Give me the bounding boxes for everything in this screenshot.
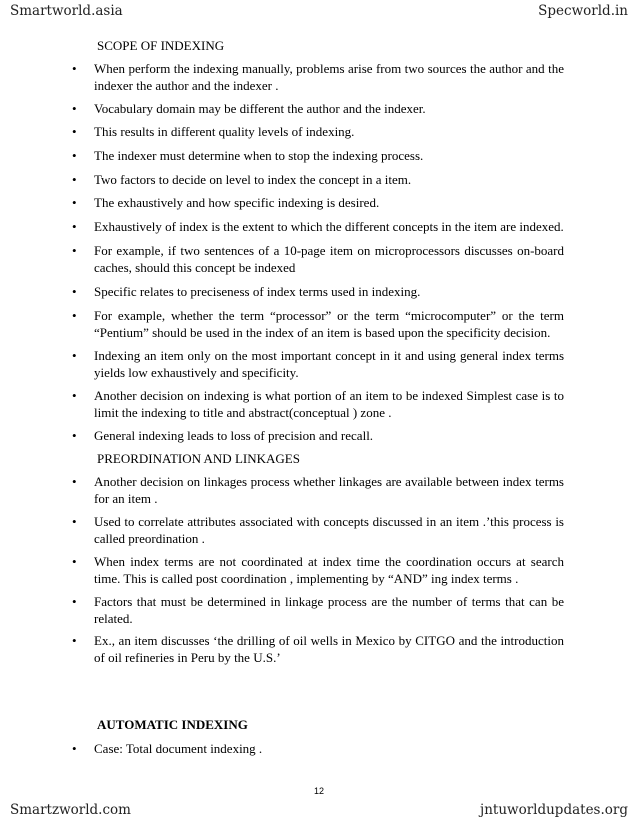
section-heading-automatic: AUTOMATIC INDEXING bbox=[97, 717, 248, 732]
bullet-marker: • bbox=[72, 219, 77, 234]
bullet-marker: • bbox=[72, 741, 77, 756]
bullet-marker: • bbox=[72, 124, 77, 139]
bullet-marker: • bbox=[72, 554, 77, 569]
bullet-marker: • bbox=[72, 388, 77, 403]
watermark-bottom-right: jntuworldupdates.org bbox=[480, 802, 628, 818]
bullet-marker: • bbox=[72, 428, 77, 443]
watermark-top-right: Specworld.in bbox=[538, 3, 628, 19]
bullet-marker: • bbox=[72, 474, 77, 489]
bullet-text: For example, if two sentences of a 10-page item on microprocessors discusses on-board caches, should this concept be indexed bbox=[94, 243, 564, 275]
bullet-text: Specific relates to preciseness of index terms used in indexing. bbox=[94, 284, 421, 299]
bullet-marker: • bbox=[72, 348, 77, 363]
watermark-bottom-left: Smartzworld.com bbox=[10, 802, 131, 818]
section-heading-preordination: PREORDINATION AND LINKAGES bbox=[97, 451, 300, 466]
bullet-text: Indexing an item only on the most important concept in it and using general index terms yields low exhaustively and specificity. bbox=[94, 348, 564, 380]
bullet-text: This results in different quality levels of indexing. bbox=[94, 124, 355, 139]
bullet-marker: • bbox=[72, 633, 77, 648]
bullet-text: Another decision on linkages process whether linkages are available between index terms for an item . bbox=[94, 474, 564, 506]
bullet-marker: • bbox=[72, 172, 77, 187]
bullet-marker: • bbox=[72, 284, 77, 299]
bullet-marker: • bbox=[72, 594, 77, 609]
bullet-text: Vocabulary domain may be different the author and the indexer. bbox=[94, 101, 426, 116]
bullet-marker: • bbox=[72, 61, 77, 76]
bullet-marker: • bbox=[72, 195, 77, 210]
bullet-text: Exhaustively of index is the extent to which the different concepts in the item are indexed. bbox=[94, 219, 564, 234]
bullet-text: Factors that must be determined in linkage process are the number of terms that can be related. bbox=[94, 594, 564, 626]
watermark-top-left: Smartworld.asia bbox=[10, 3, 123, 19]
bullet-marker: • bbox=[72, 514, 77, 529]
page-number: 12 bbox=[313, 786, 324, 796]
bullet-marker: • bbox=[72, 308, 77, 323]
bullet-text: Case: Total document indexing . bbox=[94, 741, 263, 756]
bullet-text: Two factors to decide on level to index the concept in a item. bbox=[94, 172, 412, 187]
bullet-text: Another decision on indexing is what portion of an item to be indexed Simplest case is to limit the indexing to title and abstract(conceptual ) zone . bbox=[94, 388, 564, 420]
bullet-marker: • bbox=[72, 101, 77, 116]
section-heading-scope: SCOPE OF INDEXING bbox=[97, 38, 225, 53]
bullet-text: When index terms are not coordinated at index time the coordination occurs at search time. This is called post coordination , implementing by “AND” ing index terms . bbox=[94, 554, 564, 586]
bullet-text: Ex., an item discusses ‘the drilling of oil wells in Mexico by CITGO and the introduction of oil refineries in Peru by the U.S.’ bbox=[94, 633, 564, 665]
bullet-text: When perform the indexing manually, problems arise from two sources the author and the indexer the author and the indexer . bbox=[94, 61, 564, 93]
bullet-text: Used to correlate attributes associated with concepts discussed in an item .’this process is called preordination . bbox=[94, 514, 564, 546]
bullet-text: For example, whether the term “processor” or the term “microcomputer” or the term “Pentium” should be used in the index of an item is based upon the specificity decision. bbox=[94, 308, 564, 340]
bullet-text: The indexer must determine when to stop the indexing process. bbox=[94, 148, 424, 163]
bullet-text: The exhaustively and how specific indexing is desired. bbox=[94, 195, 380, 210]
bullet-marker: • bbox=[72, 243, 77, 258]
bullet-text: General indexing leads to loss of precision and recall. bbox=[94, 428, 374, 443]
bullet-marker: • bbox=[72, 148, 77, 163]
